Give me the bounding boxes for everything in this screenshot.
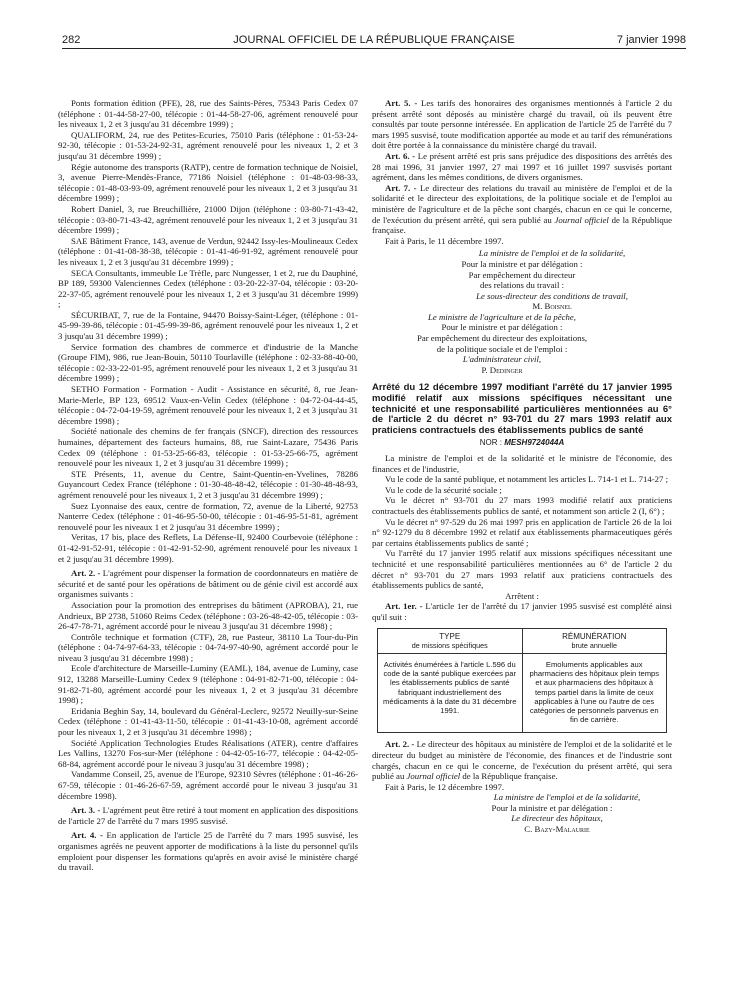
article-3 xyxy=(58,805,358,826)
signatory-role: Le directeur des hôpitaux, xyxy=(511,813,603,824)
article-label: Art. 3. - xyxy=(71,805,101,816)
page-number: 282 xyxy=(62,34,81,46)
table-header-remuneration xyxy=(522,628,667,653)
article-text: Le présent arrêté est pris sans préjudice des dispositions des arrêtés des 28 mai 1996, 31 janvier 1997, 27 mai 1997 et 16 juillet 1997 susvisés portant agrément, dans les mêmes conditions, de divers organismes. xyxy=(372,150,673,183)
list-item: SÉCURIBAT, 7, rue de la Fontaine, 94470 Boissy-Saint-Léger, (téléphone : 01-45-99-39-86, télécopie : 01-45-99-39-86, agrément renouvelé pour les niveaux 1, 2 et 3 jusqu'au 31 décembre 1999) ; xyxy=(58,309,358,342)
article-1 xyxy=(372,601,672,622)
list-item: Suez Lyonnaise des eaux, centre de formation, 72, avenue de la Liberté, 92753 Nanterre Cedex (téléphone : 01-46-95-50-00, télécopie : 01-46-95-51-81, agrément renouvelé pour les niveaux 1 et 2 jusqu'au 31 décembre 1999) ; xyxy=(58,500,358,532)
list-item: Société nationale des chemins de fer français (SNCF), direction des ressources humaines, département des facteurs humains, 88, rue Saint-Lazare, 75436 Paris Cedex 09 (téléphone : 01-53-25-66-83, télécopie : 01-53-25-66-75, agrément renouvelé pour les niveaux 1, 2 et 3 jusqu'au 31 décembre 1999) ; xyxy=(58,426,358,469)
delegation-line: Pour la ministre et par délégation : xyxy=(491,802,613,813)
journal-reference: Journal officiel xyxy=(406,771,461,782)
list-item: QUALIFORM, 24, rue des Petites-Ecuries, 75010 Paris (téléphone : 01-53-24-92-30, télécopie : 01-53-24-92-31, agrément renouvelé pour les niveaux 1, 2 et 3 jusqu'au 31 décembre 1999) ; xyxy=(58,129,358,161)
journal-reference: Journal officiel xyxy=(554,214,609,225)
journal-title: JOURNAL OFFICIEL DE LA RÉPUBLIQUE FRANÇAISE xyxy=(233,34,515,46)
table-row xyxy=(378,653,667,732)
article-text: Le directeur des hôpitaux au ministère de l'emploi et de la solidarité et le directeur du budget au ministère de l'économie, des finances et de l'industrie sont chargés, chacun en ce qui le concerne, de l'exécution du présent arrêté, qui sera publié au xyxy=(372,739,673,782)
article-text: En application de l'article 25 de l'arrêté du 7 mars 1995 susvisé, les organismes agréés ne peuvent apporter de modifications à la liste du personnel qu'ils emploient pour dispenser les formations qu'après en avoir avisé le ministère chargé du travail. xyxy=(58,830,359,873)
article-text: L'agrément peut être retiré à tout moment en application des dispositions de l'article 27 de l'arrêté du 7 mars 1995 susvisé. xyxy=(58,805,359,826)
page-header xyxy=(62,34,686,49)
signatory-minister: La ministre de l'emploi et de la solidarité, xyxy=(493,792,641,803)
preamble-line: Vu le décret n° 97-529 du 26 mai 1997 pris en application de l'article 26 de la loi n° 92-1279 du 8 décembre 1992 et relatif aux établissements pharmaceutiques gérés par certains établissements publics de santé ; xyxy=(372,516,672,548)
list-item: Association pour la promotion des entreprises du bâtiment (APROBA), 21, rue Andrieux, BP 2738, 51060 Reims Cedex (téléphone : 03-26-48-42-05, télécopie : 03-26-47-78-71, agrément accordé pour le niveau 3 jusqu'au 31 décembre 1998) ; xyxy=(58,599,358,632)
empechement-line: de la politique sociale et de l'emploi : xyxy=(436,343,568,354)
empechement-line: des relations du travail : xyxy=(479,280,565,291)
signatory-name: C. Bazy-Malaurie xyxy=(524,824,590,835)
article-label: Art. 4. - xyxy=(71,830,103,841)
article-label: Art. 2. - xyxy=(385,739,415,750)
signing-date: Fait à Paris, le 12 décembre 1997. xyxy=(385,781,505,792)
article-text: Les tarifs des honoraires des organismes mentionnés à l'article 2 du présent arrêté sont déposés au ministère chargé du travail, où ils peuvent être consultés par toute personne intéressée. En application de l'article 25 de l'arrêté du 7 mars 1995 susvisé, toute modification apportée au mode et au tarif des rémunérations doit être portée à la connaissance du ministère chargé du travail. xyxy=(372,98,673,151)
list-item: SECA Consultants, immeuble Le Trèfle, parc Nungesser, 1 et 2, rue du Dauphiné, BP 189, 59300 Valenciennes Cedex (téléphone : 03-20-22-37-04, télécopie : 03-20-22-37-05, agrément renouvelé pour les niveaux 1, 2 et 3 jusqu'au 31 décembre 1999) ; xyxy=(58,267,358,310)
table-cell: Activités énumérées à l'article L.596 du code de la santé publique exercées par les établissements publics de santé fabriquant industriellement des médicaments à la date du 31 décembre 1991. xyxy=(378,653,523,732)
list-item: SAE Bâtiment France, 143, avenue de Verdun, 92442 Issy-les-Moulineaux Cedex (téléphone : 01-41-08-38-38, télécopie : 01-41-46-91-92, agrément renouvelé pour les niveaux 1, 2 et 3 jusqu'au 31 décembre 1999) ; xyxy=(58,235,358,267)
signatory-role: L'administrateur civil, xyxy=(462,354,542,365)
list-item: SETHO Formation - Formation - Audit - Assistance en sécurité, 8, rue Jean-Marie-Merle, BP 123, 69512 Vaux-en-Velin Cedex (téléphone : 04-72-04-44-45, télécopie : 04-72-04-19-59, agrément renouvelé pour les niveaux 1, 2 et 3 jusqu'au 31 décembre 1998) ; xyxy=(58,384,358,426)
article-4 xyxy=(58,830,358,872)
column-subheader: de missions spécifiques xyxy=(411,640,488,650)
table-header-type xyxy=(378,628,523,653)
preamble-line: Vu le code de la santé publique, et notamment les articles L. 714-1 et L. 714-27 ; xyxy=(385,474,669,485)
article-label: Art. 7. - xyxy=(385,182,417,193)
preamble-line: La ministre de l'emploi et de la solidarité et le ministre de l'économie, des finances et de l'industrie, xyxy=(372,453,672,474)
missions-table xyxy=(377,628,667,734)
left-column xyxy=(58,98,358,873)
list-item: Contrôle technique et formation (CTF), 28, rue Pasteur, 38110 La Tour-du-Pin (téléphone : 04-74-97-64-33, télécopie : 04-74-97-40-90, agrément accordé pour le niveau 3 jusqu'au 31 décembre 1998) ; xyxy=(58,631,358,663)
preamble-line: Vu le code de la sécurité sociale ; xyxy=(385,484,502,495)
delegation-line: Pour le ministre et par délégation : xyxy=(441,322,563,333)
list-item: Veritas, 17 bis, place des Reflets, La Défense-II, 92400 Courbevoie (téléphone : 01-42-91-52-91, télécopie : 01-42-91-52-90, agrément renouvelé pour les niveaux 1 et 2 jusqu'au 31 décembre 1999). xyxy=(58,532,358,564)
list-item: Ponts formation édition (PFE), 28, rue des Saints-Pères, 75343 Paris Cedex 07 (téléphone : 01-44-58-27-00, télécopie : 01-44-58-27-06, agrément renouvelé pour les niveaux 1, 2 et 3 jusqu'au 31 décembre 1999) ; xyxy=(58,98,358,130)
article-7 xyxy=(372,183,672,236)
preamble-line: Vu l'arrêté du 17 janvier 1995 relatif aux missions spécifiques nécessitant une technicité et une responsabilité particulières mentionnées au 6° de l'article 2 du décret n° 93-701 du 27 mars 1993 relatif aux praticiens contractuels des établissements publics de santé, xyxy=(372,548,672,591)
list-item: Robert Daniel, 3, rue Breuchillière, 21000 Dijon (téléphone : 03-80-71-43-42, télécopie : 03-80-71-43-42, agrément renouvelé pour les niveaux 1, 2 et 3 jusqu'au 31 décembre 1999) ; xyxy=(58,203,358,236)
signatory-minister: La ministre de l'emploi et de la solidarité, xyxy=(478,248,626,259)
issue-date: 7 janvier 1998 xyxy=(616,34,686,46)
list-item: Société Application Technologies Etudes Réalisations (ATER), centre d'affaires Les Vallins, 13270 Fos-sur-Mer (téléphone : 04-42-05-16-77, télécopie : 04-42-05-68-84, agrément accordé pour le niveau 3 jusqu'au 31 décembre 1998) ; xyxy=(58,737,358,769)
signatory-role: Le sous-directeur des conditions de travail, xyxy=(476,290,628,301)
column-header: TYPE xyxy=(439,631,461,641)
arretent: Arrêtent : xyxy=(505,590,539,601)
table-header-row xyxy=(378,628,667,653)
article-label: Art. 2. - xyxy=(71,568,101,579)
decree-title: Arrêté du 12 décembre 1997 modifiant l'arrêté du 17 janvier 1995 modifié relatif aux missions spécifiques nécessitant une technicité et une responsabilité particulières mentionnées au 6° de l'article 2 du décret n° 93-701 du 27 mars 1993 relatif aux praticiens contractuels des établissements publics de santé xyxy=(372,382,672,436)
nor-label: NOR : xyxy=(479,438,502,448)
list-item: Régie autonome des transports (RATP), centre de formation technique de Noisiel, 3, avenue Pierre-Mendès-France, 77186 Noisiel (téléphone : 01-48-03-98-33, télécopie : 01-48-03-93-09, agrément renouvelé pour les niveaux 1, 2 et 3 jusqu'au 31 décembre 1999) ; xyxy=(58,161,358,204)
signatory-name: P. Dedinger xyxy=(481,364,523,375)
list-item: Eridania Beghin Say, 14, boulevard du Général-Leclerc, 92572 Neuilly-sur-Seine Cedex (téléphone : 01-41-43-11-50, télécopie : 01-41-43-10-08, agrément accordé pour les niveaux 1, 2 et 3 jusqu'au 31 décembre 1998) ; xyxy=(58,705,358,738)
article-5 xyxy=(372,98,672,151)
list-item: STE Présents, 11, avenue du Centre, Saint-Quentin-en-Yvelines, 78286 Guyancourt Cedex France (téléphone : 01-30-48-48-42, télécopie : 01-30-48-48-93, agrément renouvelé pour les niveaux 1, 2 et 3 jusqu'au 31 décembre 1999) ; xyxy=(58,468,358,500)
empechement-line: Par empêchement du directeur des exploitations, xyxy=(416,333,588,344)
article-label: Art. 5. - xyxy=(385,98,418,108)
column-subheader: brute annuelle xyxy=(571,640,618,650)
list-item: Vandamme Conseil, 25, avenue de l'Europe, 92310 Sèvres (téléphone : 01-46-26-67-59, télécopie : 01-46-26-67-59, agrément accordé pour le niveau 3 jusqu'au 31 décembre 1998). xyxy=(58,769,358,801)
article-6 xyxy=(372,151,672,183)
column-header: RÉMUNÉRATION xyxy=(562,631,627,641)
empechement-line: Par empêchement du directeur xyxy=(468,269,576,280)
article-2 xyxy=(58,568,358,600)
preamble-line: Vu le décret n° 93-701 du 27 mars 1993 modifié relatif aux praticiens contractuels des établissements publics de santé, et notamment son article 2 (I, 6°) ; xyxy=(372,495,672,516)
article-label: Art. 6. - xyxy=(385,150,416,161)
article-2 xyxy=(372,739,672,781)
list-item: Ecole d'architecture de Marseille-Luminy (EAML), 184, avenue de Luminy, case 912, 13288 Marseille-Luminy Cedex 9 (téléphone : 04-91-82-71-00, télécopie : 04-91-82-71-80, agrément accordé pour les niveaux 1, 2 et 3 jusqu'au 31 décembre 1998) ; xyxy=(58,663,358,706)
list-item: Service formation des chambres de commerce et d'industrie de la Manche (Groupe FIM), 986, rue Jean-Bouin, 50110 Tourlaville (téléphone : 02-33-88-40-00, télécopie : 02-33-22-01-95, agrément renouvelé pour les niveaux 1, 2 et 3 jusqu'au 31 décembre 1999) ; xyxy=(58,341,358,384)
article-text: L'article 1er de l'arrêté du 17 janvier 1995 susvisé est complété ainsi qu'il suit : xyxy=(372,601,672,622)
nor-code: MESH9724044A xyxy=(504,438,565,448)
delegation-line: Pour la ministre et par délégation : xyxy=(461,258,583,269)
nor-reference xyxy=(372,438,672,449)
signatory-name: M. Boisnel xyxy=(532,301,572,312)
article-text: Le directeur des relations du travail au ministère de l'emploi et de la solidarité et le directeur des exploitations, de la politique sociale et de l'emploi au ministère de l'agriculture et de la pêche sont chargés, chacun en ce qui le concerne, de l'exécution du présent arrêté, qui sera publié au xyxy=(372,182,672,225)
article-text: L'agrément pour dispenser la formation de coordonnateurs en matière de sécurité et de santé pour les opérations de bâtiment ou de génie civil est accordé aux organismes suivants : xyxy=(58,568,359,600)
table-cell: Emoluments applicables aux pharmaciens des hôpitaux plein temps et aux pharmaciens des hôpitaux à temps partiel dans la limite de ceux applicables à l'une ou l'autre de ces catégories de personnels parvenus en fin de carrière. xyxy=(522,653,667,732)
signing-date: Fait à Paris, le 11 décembre 1997. xyxy=(385,235,504,246)
article-text: de la République française. xyxy=(460,771,558,782)
article-text: de la République française. xyxy=(372,214,672,236)
right-column xyxy=(372,98,672,835)
signatory-minister: Le ministre de l'agriculture et de la pêche, xyxy=(428,311,576,322)
article-label: Art. 1er. - xyxy=(385,601,423,612)
